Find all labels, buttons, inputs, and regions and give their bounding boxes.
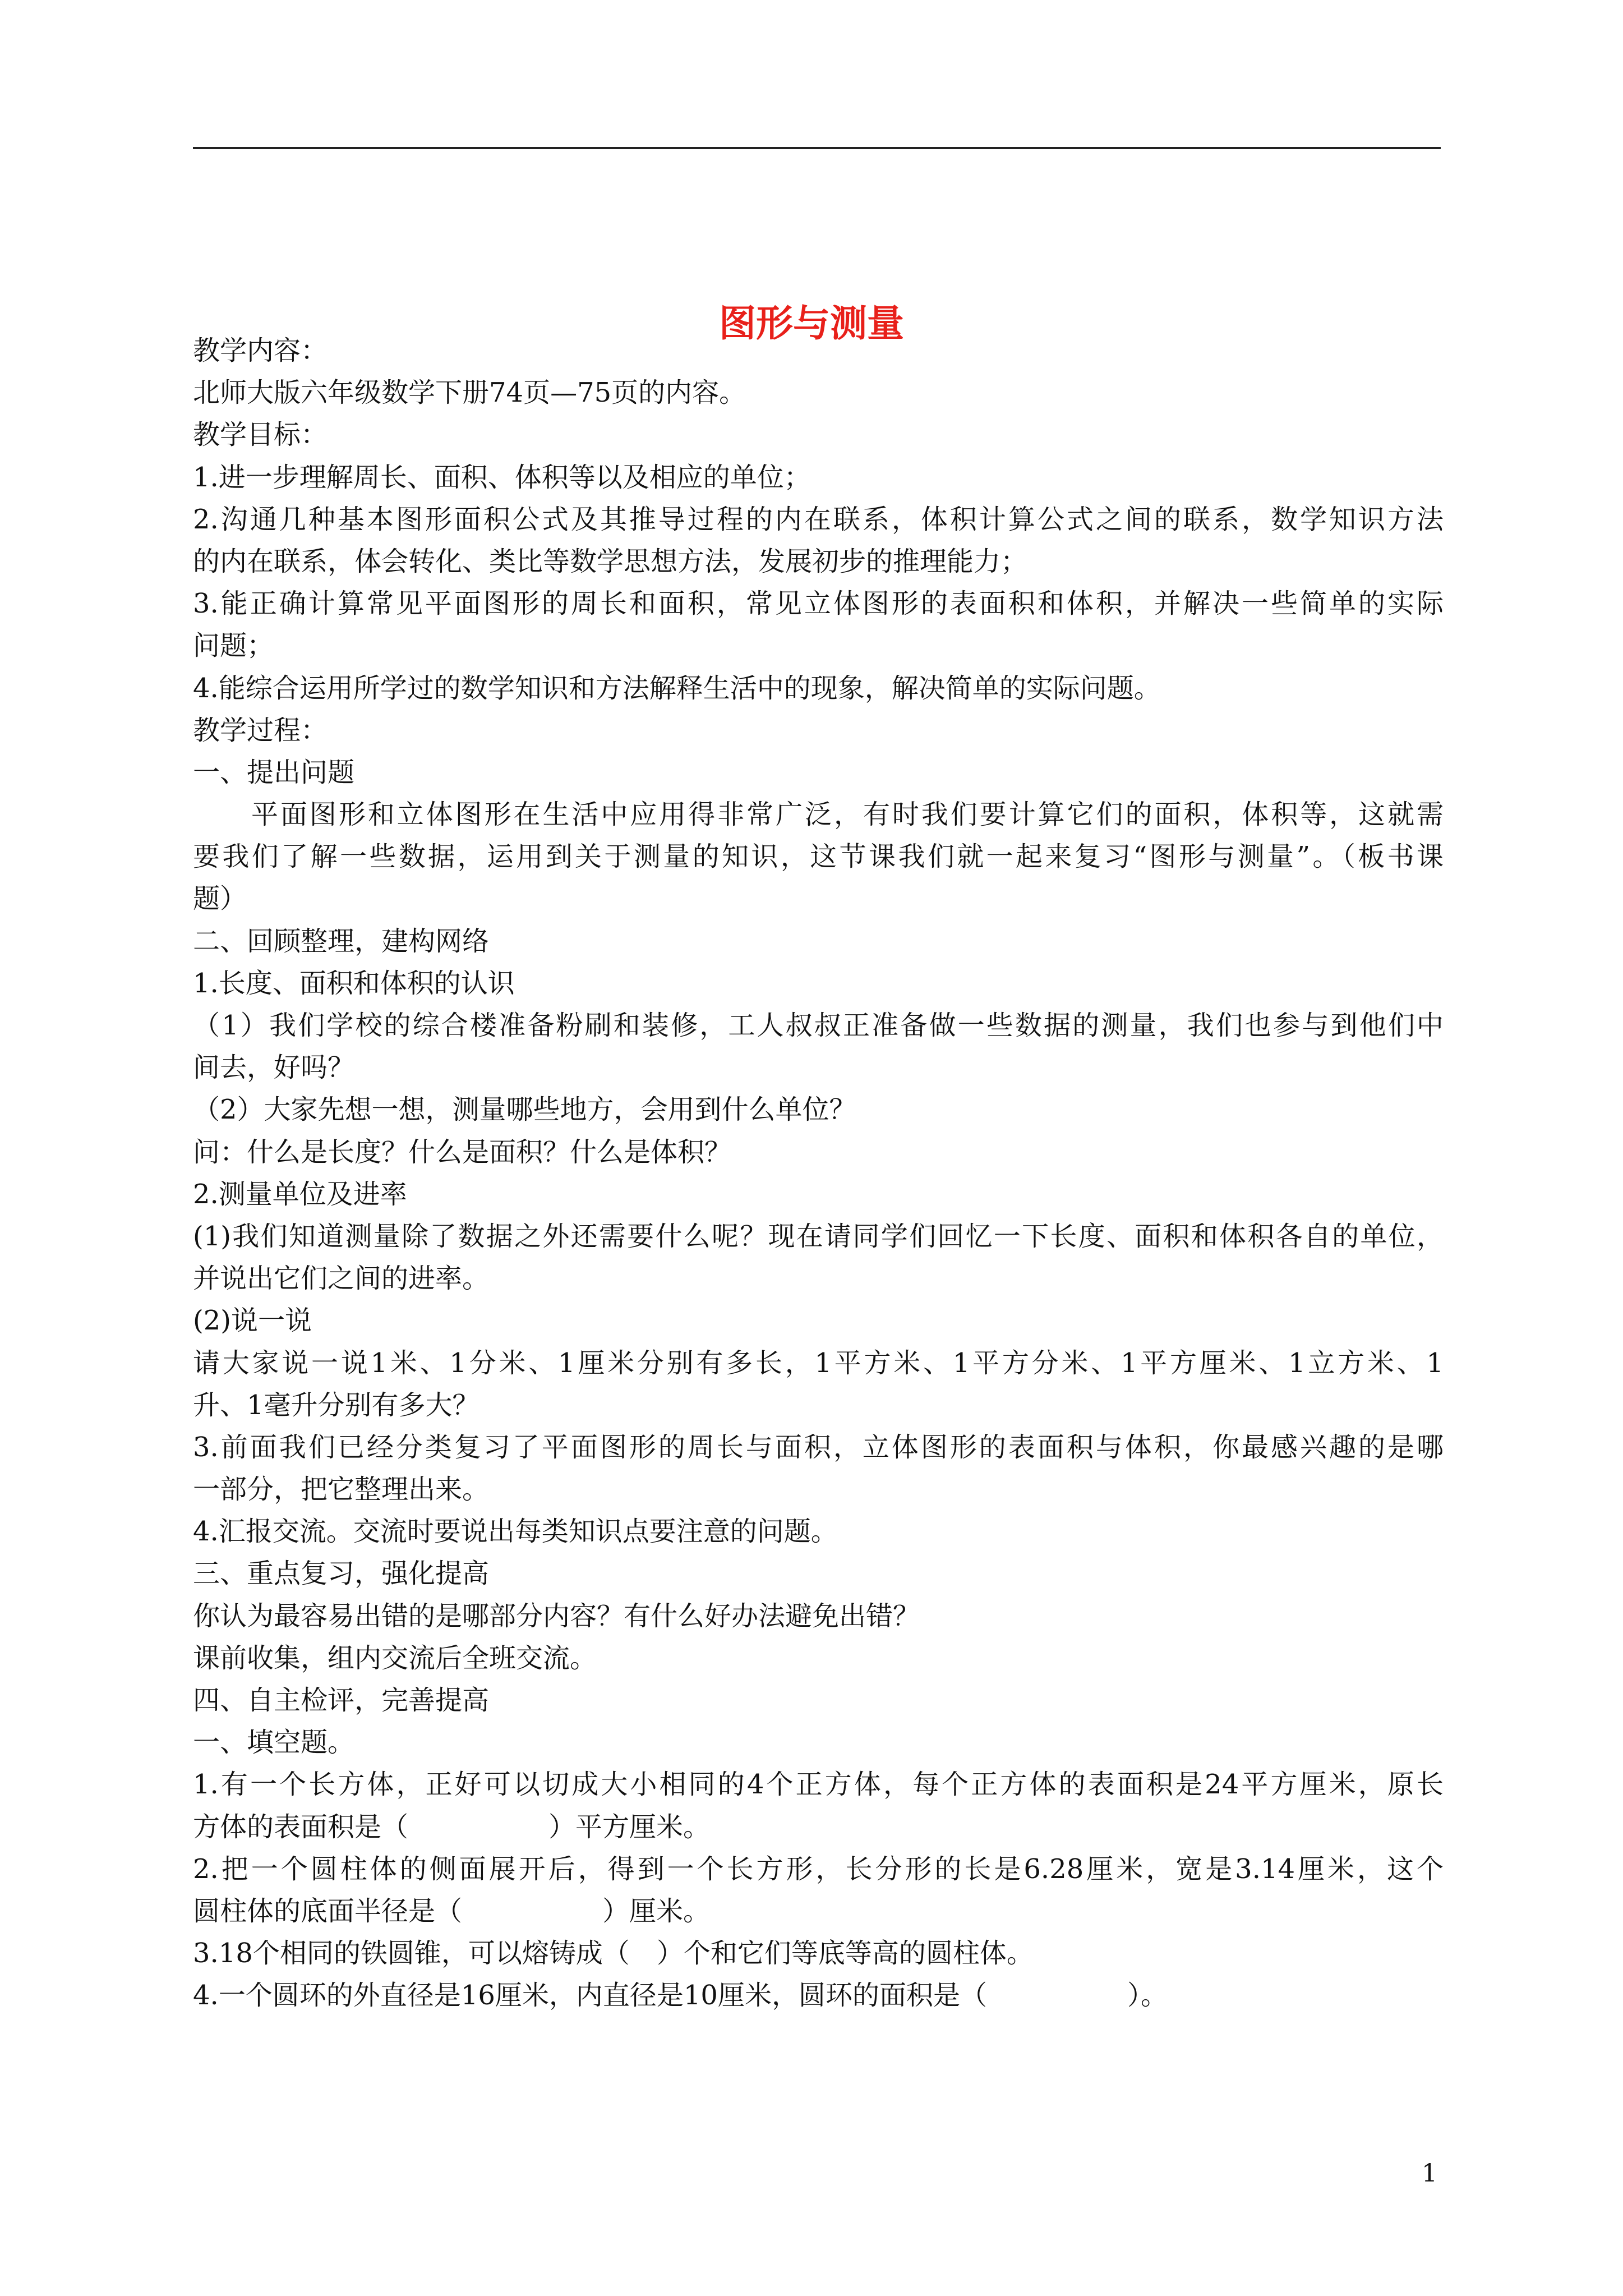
text-line: 的内在联系，体会转化、类比等数学思想方法，发展初步的推理能力； xyxy=(193,545,1028,577)
text-line: 问题； xyxy=(193,630,274,662)
text-line: 1.进一步理解周长、面积、体积等以及相应的单位； xyxy=(193,461,811,493)
paragraph-line: 平面图形和立体图形在生活中应用得非常广泛，有时我们要计算它们的面积，体积等，这就需 xyxy=(251,799,1444,831)
question-line xyxy=(193,1890,1444,1932)
text-line: 1.长度、面积和体积的认识 xyxy=(193,967,515,999)
section-heading: 三、重点复习，强化提高 xyxy=(193,1558,490,1590)
header-rule xyxy=(193,147,1441,149)
section-heading: 一、填空题。 xyxy=(193,1727,355,1759)
text-line: 2.测量单位及进率 xyxy=(193,1178,407,1210)
text-line: (1)我们知道测量除了数据之外还需要什么呢？现在请同学们回忆一下长度、面积和体积各自的单位， xyxy=(193,1220,1444,1252)
question-line: 3.18个相同的铁圆锥，可以熔铸成（ ）个和它们等底等高的圆柱体。 xyxy=(193,1938,1034,1970)
section-heading: 四、自主检评，完善提高 xyxy=(193,1685,490,1716)
text-line: 请大家说一说1米、1分米、1厘米分别有多长，1平方米、1平方分米、1平方厘米、1立方米、1 xyxy=(193,1347,1444,1379)
question-text: 圆柱体的底面半径是（ xyxy=(193,1895,463,1927)
section-heading: 教学目标： xyxy=(193,419,328,451)
text-line: 4.汇报交流。交流时要说出每类知识点要注意的问题。 xyxy=(193,1516,838,1548)
text-line: 北师大版六年级数学下册74页—75页的内容。 xyxy=(193,377,746,409)
page-title: 图形与测量 xyxy=(719,301,904,345)
question-line: 1.有一个长方体，正好可以切成大小相同的4个正方体，每个正方体的表面积是24平方厘米，原长 xyxy=(193,1769,1444,1801)
section-heading: 教学过程： xyxy=(193,714,328,746)
text-line: 2.沟通几种基本图形面积公式及其推导过程的内在联系，体积计算公式之间的联系，数学知识方法 xyxy=(193,503,1444,535)
page-number: 1 xyxy=(1422,2159,1437,2188)
section-heading: 教学内容： xyxy=(193,335,328,366)
text-line: (2)说一说 xyxy=(193,1305,312,1337)
question-text: ）厘米。 xyxy=(602,1895,711,1927)
text-line: 间去，好吗？ xyxy=(193,1052,355,1084)
question-line xyxy=(193,1975,1444,2017)
text-line: 3.前面我们已经分类复习了平面图形的周长与面积，立体图形的表面积与体积，你最感兴趣的是哪 xyxy=(193,1431,1444,1463)
section-heading: 二、回顾整理，建构网络 xyxy=(193,925,490,957)
question-text: ）。 xyxy=(1127,1980,1168,2012)
question-text: 4.一个圆环的外直径是16厘米，内直径是10厘米，圆环的面积是（ xyxy=(193,1980,987,2012)
text-line: （2）大家先想一想，测量哪些地方，会用到什么单位？ xyxy=(193,1094,856,1126)
text-line: 升、1毫升分别有多大？ xyxy=(193,1389,479,1421)
text-line: 并说出它们之间的进率。 xyxy=(193,1263,490,1295)
document-body xyxy=(193,330,1444,2017)
section-heading: 一、提出问题 xyxy=(193,756,355,788)
paragraph-line: 题） xyxy=(193,883,247,915)
question-text: ）平方厘米。 xyxy=(548,1811,711,1843)
paragraph-line: 要我们了解一些数据，运用到关于测量的知识，这节课我们就一起来复习“图形与测量”。（板书课 xyxy=(193,841,1444,873)
text-line: 4.能综合运用所学过的数学知识和方法解释生活中的现象，解决简单的实际问题。 xyxy=(193,672,1161,704)
text-line: 课前收集，组内交流后全班交流。 xyxy=(193,1642,597,1674)
question-line xyxy=(193,1806,1444,1848)
question-line: 2.把一个圆柱体的侧面展开后，得到一个长方形，长分形的长是6.28厘米，宽是3.14厘米，这个 xyxy=(193,1853,1444,1885)
text-line: 你认为最容易出错的是哪部分内容？有什么好办法避免出错？ xyxy=(193,1600,920,1632)
text-line: 问：什么是长度？什么是面积？什么是体积？ xyxy=(193,1136,732,1168)
text-line: 一部分，把它整理出来。 xyxy=(193,1474,490,1506)
text-line: （1）我们学校的综合楼准备粉刷和装修，工人叔叔正准备做一些数据的测量，我们也参与到他们中 xyxy=(193,1010,1444,1041)
text-line: 3.能正确计算常见平面图形的周长和面积，常见立体图形的表面积和体积，并解决一些简单的实际 xyxy=(193,588,1444,620)
question-text: 方体的表面积是（ xyxy=(193,1811,409,1843)
